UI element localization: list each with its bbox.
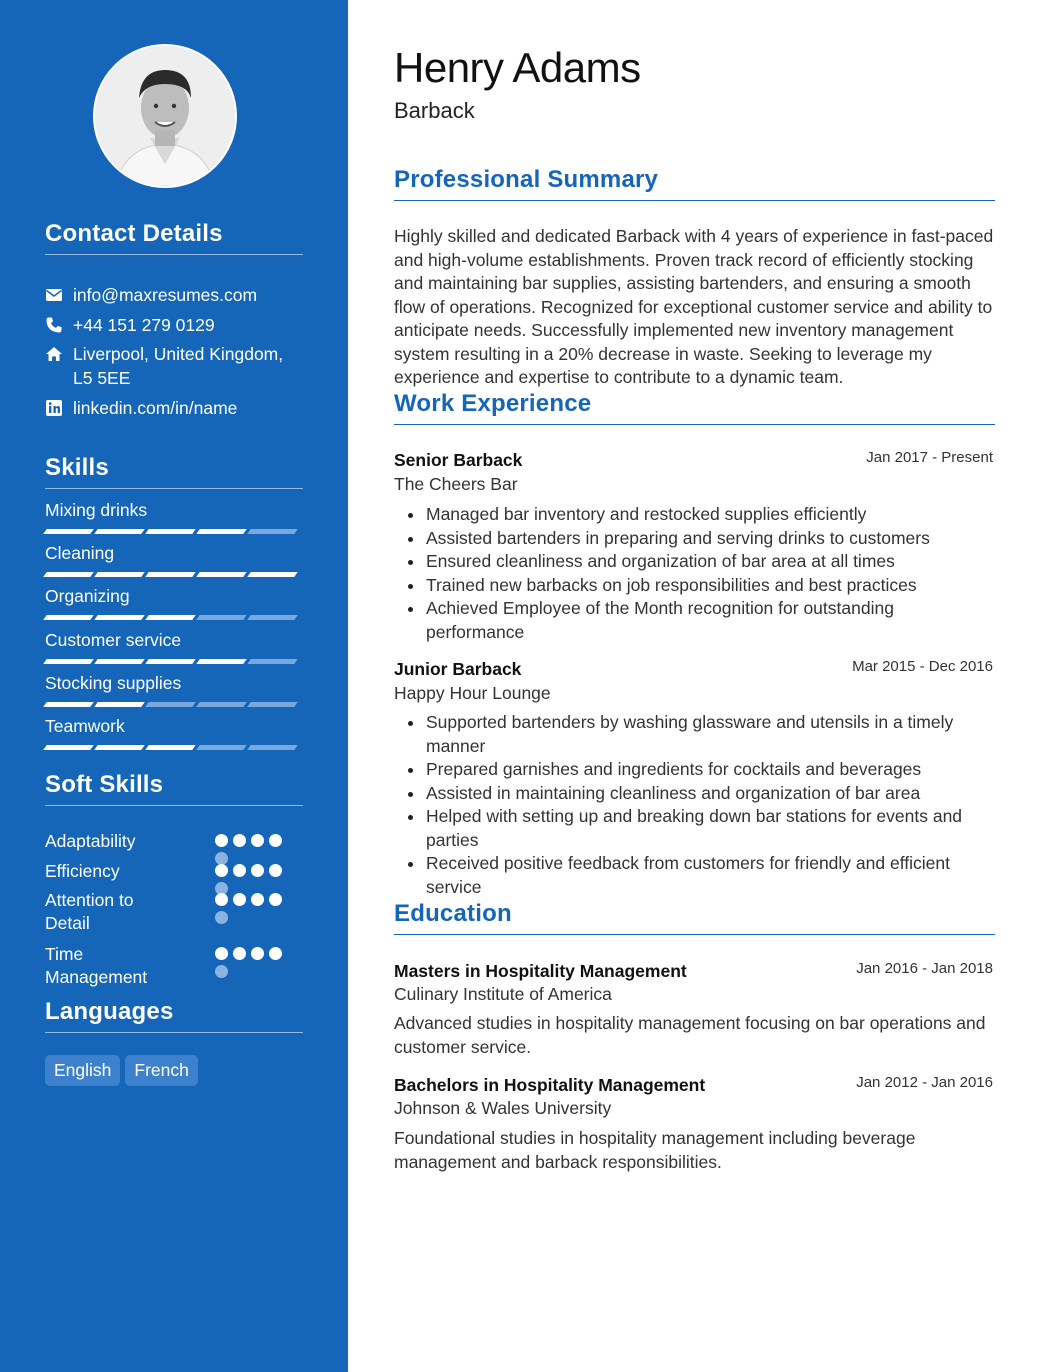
skill-level-segment	[43, 659, 94, 664]
language-chip: English	[45, 1055, 120, 1086]
rating-dot	[269, 834, 282, 847]
soft-skill-label: Efficiency	[45, 861, 120, 881]
rating-dot	[269, 947, 282, 960]
skill-level-segment	[247, 702, 298, 707]
skill-level-segment	[145, 702, 196, 707]
rating-dot	[251, 834, 264, 847]
skill-level-segment	[145, 745, 196, 750]
skill-level-bar	[45, 615, 303, 620]
skill-level-segment	[94, 659, 145, 664]
skill-level-segment	[43, 702, 94, 707]
job-bullet: Supported bartenders by washing glassware and utensils in a timely manner	[426, 711, 995, 758]
rating-dot	[215, 864, 228, 877]
contact-email[interactable]	[45, 283, 257, 307]
phone-icon	[45, 316, 63, 334]
summary-heading: Professional Summary	[394, 166, 995, 201]
skill-item	[45, 585, 303, 620]
education-heading: Education	[394, 900, 995, 935]
skill-level-bar	[45, 529, 303, 534]
summary-text: Highly skilled and dedicated Barback with 4 years of experience in fast-paced and high-volume establishments. Proven track record of efficiently stocking and maintaining bar supplies, assisting bartenders, and ensuring a smooth flow of operations. Recognized for exceptional customer service and ability to anticipate needs. Successfully implemented new inventory management system resulting in a 20% decrease in waste. Seeking to leverage my experience and expertise to contribute to a dynamic team.	[394, 226, 994, 387]
job-dates: Jan 2017 - Present	[866, 449, 993, 466]
skill-level-bar	[45, 572, 303, 577]
linkedin-text: linkedin.com/in/name	[73, 398, 238, 418]
skill-label: Organizing	[45, 586, 130, 606]
education-header	[394, 961, 995, 982]
rating-dot	[233, 834, 246, 847]
email-text: info@maxresumes.com	[73, 285, 258, 305]
rating-dot	[269, 864, 282, 877]
soft-skill-item	[45, 943, 303, 991]
rating-dot	[215, 947, 228, 960]
experience-heading: Work Experience	[394, 390, 995, 425]
sidebar	[0, 0, 348, 1372]
skill-level-segment	[94, 529, 145, 534]
skill-level-segment	[94, 745, 145, 750]
skill-label: Cleaning	[45, 543, 115, 563]
soft-skills-section	[45, 771, 303, 1006]
skill-level-bar	[45, 659, 303, 664]
candidate-name: Henry Adams	[394, 44, 641, 91]
degree-title: Bachelors in Hospitality Management	[394, 1075, 706, 1095]
job-dates: Mar 2015 - Dec 2016	[852, 658, 993, 675]
skill-level-bar	[45, 702, 303, 707]
skill-label: Teamwork	[45, 716, 125, 736]
skill-item	[45, 715, 303, 750]
rating-dot	[269, 893, 282, 906]
soft-skill-label: Adaptability	[45, 831, 136, 851]
skill-level-segment	[247, 572, 298, 577]
soft-skills-heading: Soft Skills	[45, 771, 303, 806]
address-text: Liverpool, United Kingdom, L5 5EE	[73, 344, 284, 388]
rating-dot	[251, 864, 264, 877]
soft-skill-label: Attention to Detail	[45, 890, 134, 933]
skill-level-segment	[196, 529, 247, 534]
job-bullet: Trained new barbacks on job responsibilities and best practices	[426, 574, 995, 598]
job-bullet: Achieved Employee of the Month recognition for outstanding performance	[426, 597, 995, 644]
profile-photo	[93, 44, 237, 188]
skill-level-segment	[94, 572, 145, 577]
languages-section	[45, 998, 303, 1086]
linkedin-icon	[45, 399, 63, 417]
contact-address	[45, 342, 295, 390]
skills-heading: Skills	[45, 454, 303, 489]
rating-dot	[215, 911, 228, 924]
skill-level-segment	[145, 529, 196, 534]
skills-section	[45, 454, 303, 779]
job-company: Happy Hour Lounge	[394, 683, 551, 703]
soft-skill-rating	[215, 893, 287, 929]
skill-level-segment	[247, 745, 298, 750]
job-bullet: Helped with setting up and breaking down bar stations for events and parties	[426, 805, 995, 852]
education-description: Advanced studies in hospitality management focusing on bar operations and customer service.	[394, 1013, 986, 1057]
job-bullets	[394, 711, 995, 899]
skill-item	[45, 499, 303, 534]
contact-heading: Contact Details	[45, 220, 303, 255]
school-name: Johnson & Wales University	[394, 1098, 612, 1118]
job-bullet: Received positive feedback from customers for friendly and efficient service	[426, 852, 995, 899]
rating-dot	[251, 947, 264, 960]
language-list	[45, 1055, 303, 1086]
language-chip: French	[125, 1055, 197, 1086]
rating-dot	[233, 893, 246, 906]
soft-skill-rating	[215, 947, 287, 983]
education-dates: Jan 2016 - Jan 2018	[856, 960, 993, 977]
rating-dot	[215, 965, 228, 978]
skill-item	[45, 542, 303, 577]
skill-level-segment	[145, 659, 196, 664]
home-icon	[45, 345, 63, 363]
job-bullets	[394, 503, 995, 644]
phone-text: +44 151 279 0129	[73, 315, 215, 335]
skill-level-segment	[196, 659, 247, 664]
skill-level-segment	[145, 615, 196, 620]
education-dates: Jan 2012 - Jan 2016	[856, 1074, 993, 1091]
skill-label: Stocking supplies	[45, 673, 182, 693]
skill-level-segment	[43, 529, 94, 534]
job-role: Senior Barback	[394, 450, 523, 470]
job-role: Junior Barback	[394, 659, 522, 679]
rating-dot	[233, 947, 246, 960]
skill-item	[45, 629, 303, 664]
job-bullet: Assisted bartenders in preparing and serving drinks to customers	[426, 527, 995, 551]
job-bullet: Managed bar inventory and restocked supplies efficiently	[426, 503, 995, 527]
skill-level-segment	[43, 745, 94, 750]
job-bullet: Assisted in maintaining cleanliness and organization of bar area	[426, 782, 995, 806]
candidate-title: Barback	[394, 98, 475, 123]
soft-skill-label: Time Management	[45, 944, 148, 987]
skill-item	[45, 672, 303, 707]
rating-dot	[215, 893, 228, 906]
skill-level-segment	[43, 572, 94, 577]
skill-level-segment	[196, 572, 247, 577]
job-bullet: Prepared garnishes and ingredients for cocktails and beverages	[426, 758, 995, 782]
rating-dot	[251, 893, 264, 906]
school-name: Culinary Institute of America	[394, 984, 612, 1004]
skill-label: Mixing drinks	[45, 500, 148, 520]
job-bullet: Ensured cleanliness and organization of bar area at all times	[426, 550, 995, 574]
contact-section	[45, 220, 303, 418]
skill-level-segment	[247, 529, 298, 534]
rating-dot	[215, 834, 228, 847]
skill-level-segment	[94, 702, 145, 707]
rating-dot	[233, 864, 246, 877]
job-header	[394, 659, 995, 680]
degree-title: Masters in Hospitality Management	[394, 961, 687, 981]
languages-heading: Languages	[45, 998, 303, 1033]
education-header	[394, 1075, 995, 1096]
education-description: Foundational studies in hospitality management including beverage management and barback responsibilities.	[394, 1128, 916, 1172]
skill-level-segment	[196, 702, 247, 707]
skill-level-segment	[145, 572, 196, 577]
job-company: The Cheers Bar	[394, 474, 518, 494]
skill-level-segment	[94, 615, 145, 620]
skill-level-segment	[247, 659, 298, 664]
job-header	[394, 450, 995, 471]
contact-phone[interactable]	[45, 313, 215, 337]
envelope-icon	[45, 286, 63, 304]
skill-level-segment	[196, 615, 247, 620]
skill-level-segment	[247, 615, 298, 620]
skill-level-bar	[45, 745, 303, 750]
skill-label: Customer service	[45, 630, 182, 650]
soft-skill-item	[45, 889, 303, 937]
skill-level-segment	[196, 745, 247, 750]
skill-level-segment	[43, 615, 94, 620]
contact-linkedin[interactable]	[45, 396, 237, 420]
